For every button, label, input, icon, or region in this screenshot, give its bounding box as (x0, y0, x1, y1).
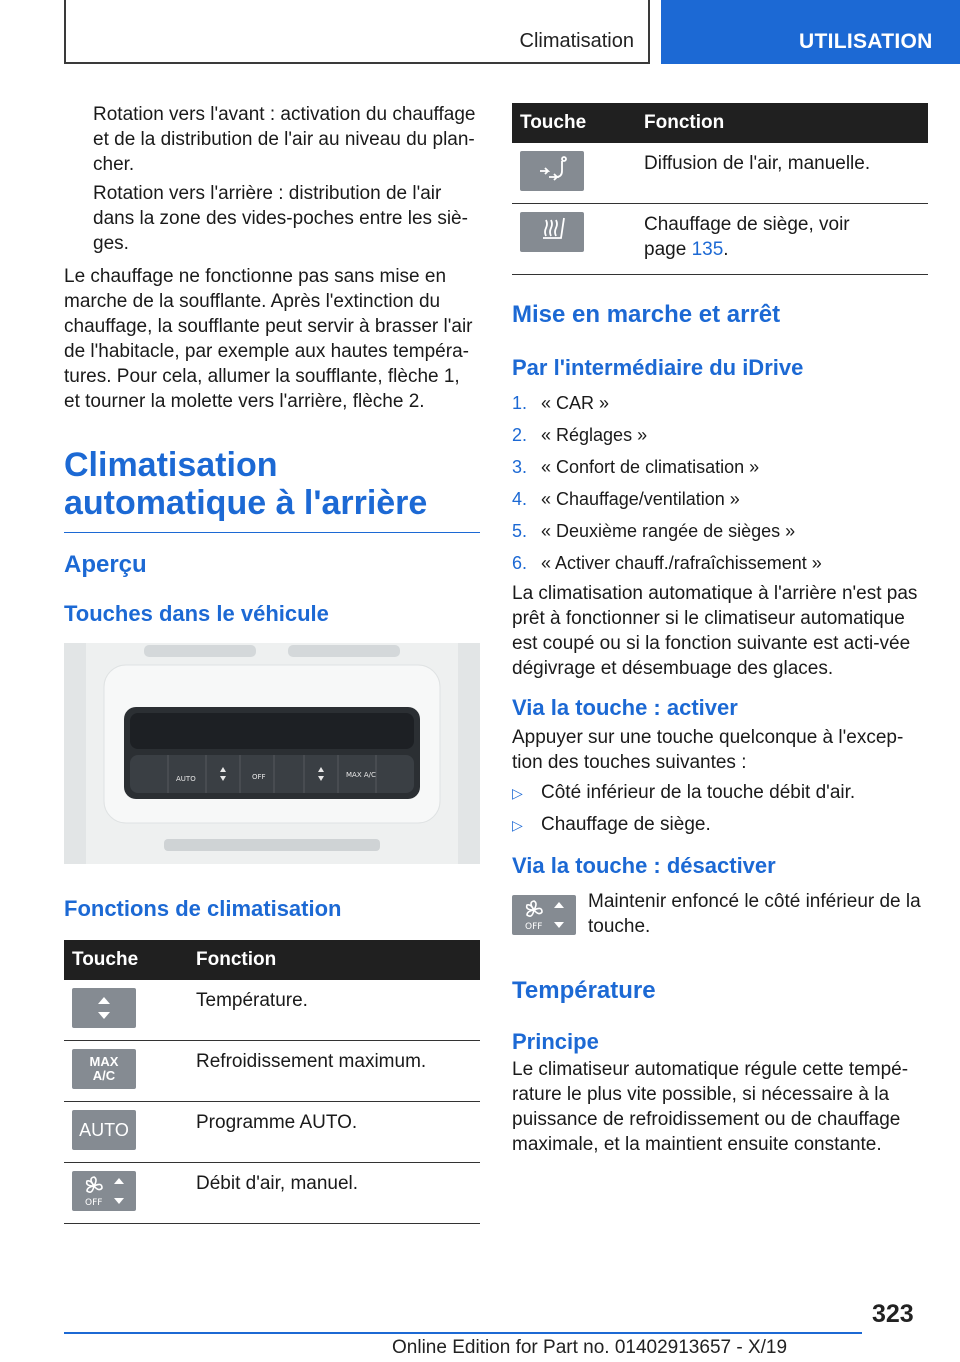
list-item (512, 809, 928, 841)
step-text: « Activer chauff./rafraîchissement » (541, 553, 822, 573)
principe-text: Le climatiseur automatique régule cette tempé-rature le plus vite possible, si nécessaire à la puissance de refroidissement ou de chauffage maximale, et la maintient ensuite constante. (512, 1059, 909, 1155)
bullet-text: Côté inférieur de la touche débit d'air. (541, 782, 856, 803)
fan-off-arrows-icon (72, 1171, 136, 1211)
fan-off-arrows-icon (512, 895, 576, 935)
header-chapter-tab (661, 0, 960, 64)
seat-heating-text: Chauffage de siège, voir (644, 214, 850, 235)
left-column (64, 100, 480, 1224)
row-function-text: Diffusion de l'air, manuelle. (636, 143, 928, 204)
air-distribution-icon (520, 151, 584, 191)
idrive-steps-list (512, 387, 928, 579)
table-row (64, 980, 480, 1041)
temperature-heading: Température (512, 977, 656, 1004)
step-text: « Chauffage/ventilation » (541, 489, 740, 509)
list-item (512, 777, 928, 809)
page-number: 323 (872, 1300, 914, 1328)
desactiver-block (512, 889, 928, 951)
idrive-heading: Par l'intermédiaire du iDrive (512, 355, 804, 380)
step-number: 6. (512, 553, 528, 573)
auto-label: AUTO (79, 1120, 129, 1140)
footer-divider (64, 1332, 862, 1334)
list-item (512, 387, 928, 419)
indent-paragraph-1: Rotation vers l'avant : activation du chauffage et de la distribution de l'air au niveau du plan-cher. (93, 104, 476, 175)
desactiver-text: Maintenir enfoncé le côté inférieur de la touche. (588, 891, 921, 937)
table-header-fonction: Fonction (188, 940, 480, 980)
fan-off-label: OFF (525, 922, 543, 932)
desactiver-heading: Via la touche : désactiver (512, 853, 776, 878)
row-function-text: Température. (188, 980, 480, 1041)
row-function-text: Programme AUTO. (188, 1102, 480, 1163)
activer-heading: Via la touche : activer (512, 695, 738, 720)
panel-max-label: MAX A/C (346, 771, 376, 779)
page-title: Climatisation automatique à l'arrière (64, 446, 480, 533)
rear-climate-panel-photo (64, 643, 480, 864)
principe-heading: Principe (512, 1029, 599, 1054)
row-function-text (636, 204, 928, 275)
auto-icon (72, 1110, 136, 1150)
max-ac-icon (72, 1049, 136, 1089)
panel-off-label: OFF (252, 773, 266, 781)
activer-text: Appuyer sur une touche quelconque à l'excep-tion des touches suivantes : (512, 727, 904, 773)
row-function-text: Refroidissement maximum. (188, 1041, 480, 1102)
temperature-arrows-icon (72, 988, 136, 1028)
seat-heating-page-word: page (644, 239, 687, 260)
step-number: 3. (512, 457, 528, 477)
indent-paragraph-2: Rotation vers l'arrière : distribution de l'air dans la zone des vides-poches entre les siè-ges. (93, 183, 468, 254)
header-section-box (64, 0, 650, 64)
not-ready-paragraph: La climatisation automatique à l'arrière n'est pas prêt à fonctionner si le climatiseur automatique est coupé ou si la fonction suivante est acti-vée dégivrage et désembuage des glaces. (512, 583, 918, 679)
table-row (512, 143, 928, 204)
list-item (512, 483, 928, 515)
list-item (512, 547, 928, 579)
step-number: 5. (512, 521, 528, 541)
table-header-row (64, 940, 480, 980)
max-ac-label: MAX A/C (89, 1054, 119, 1083)
step-text: « CAR » (541, 393, 610, 413)
table-header-touche: Touche (64, 940, 188, 980)
activer-exceptions-list (512, 777, 928, 841)
heating-paragraph: Le chauffage ne fonctionne pas sans mise en marche de la soufflante. Après l'extinction du chauffage, la soufflante peut servir à brasser l'air de l'habitacle, par exemple aux hautes tempéra-tures. Pour cela, allumer la soufflante, flèche 1, et tourner la molette vers l'arrière, flèche 2. (64, 266, 473, 412)
step-text: « Confort de climatisation » (541, 457, 760, 477)
bullet-triangle-icon: ▷ (512, 817, 523, 833)
mise-en-marche-heading: Mise en marche et arrêt (512, 301, 781, 328)
touches-heading: Touches dans le véhicule (64, 601, 329, 626)
list-item (512, 451, 928, 483)
rear-climate-panel-illustration (64, 643, 480, 864)
step-text: « Deuxième rangée de sièges » (541, 521, 796, 541)
row-function-text: Débit d'air, manuel. (188, 1163, 480, 1224)
right-column (512, 103, 928, 1157)
bullet-text: Chauffage de siège. (541, 814, 711, 835)
step-number: 1. (512, 393, 528, 413)
table-header-row (512, 103, 928, 143)
fonctions-heading: Fonctions de climatisation (64, 896, 342, 921)
climate-functions-table (64, 940, 480, 1224)
panel-auto-label: AUTO (176, 775, 196, 783)
bullet-triangle-icon: ▷ (512, 785, 523, 801)
list-item (512, 515, 928, 547)
table-header-fonction: Fonction (636, 103, 928, 143)
page-135-link[interactable]: 135 (691, 239, 724, 260)
step-text: « Réglages » (541, 425, 648, 445)
fan-off-label: OFF (85, 1198, 103, 1208)
table-row (64, 1102, 480, 1163)
table-row (64, 1163, 480, 1224)
climate-functions-table-continued (512, 103, 928, 275)
step-number: 4. (512, 489, 528, 509)
header-section-title: Climatisation (519, 30, 634, 52)
table-row (512, 204, 928, 275)
footer-edition: Online Edition for Part no. 01402913657 - X/19 (392, 1337, 788, 1358)
list-item (512, 419, 928, 451)
apercu-heading: Aperçu (64, 551, 147, 578)
step-number: 2. (512, 425, 528, 445)
seat-heating-period: . (723, 239, 729, 260)
table-row (64, 1041, 480, 1102)
seat-heating-icon (520, 212, 584, 252)
table-header-touche: Touche (512, 103, 636, 143)
header-chapter-title: UTILISATION (799, 30, 933, 53)
